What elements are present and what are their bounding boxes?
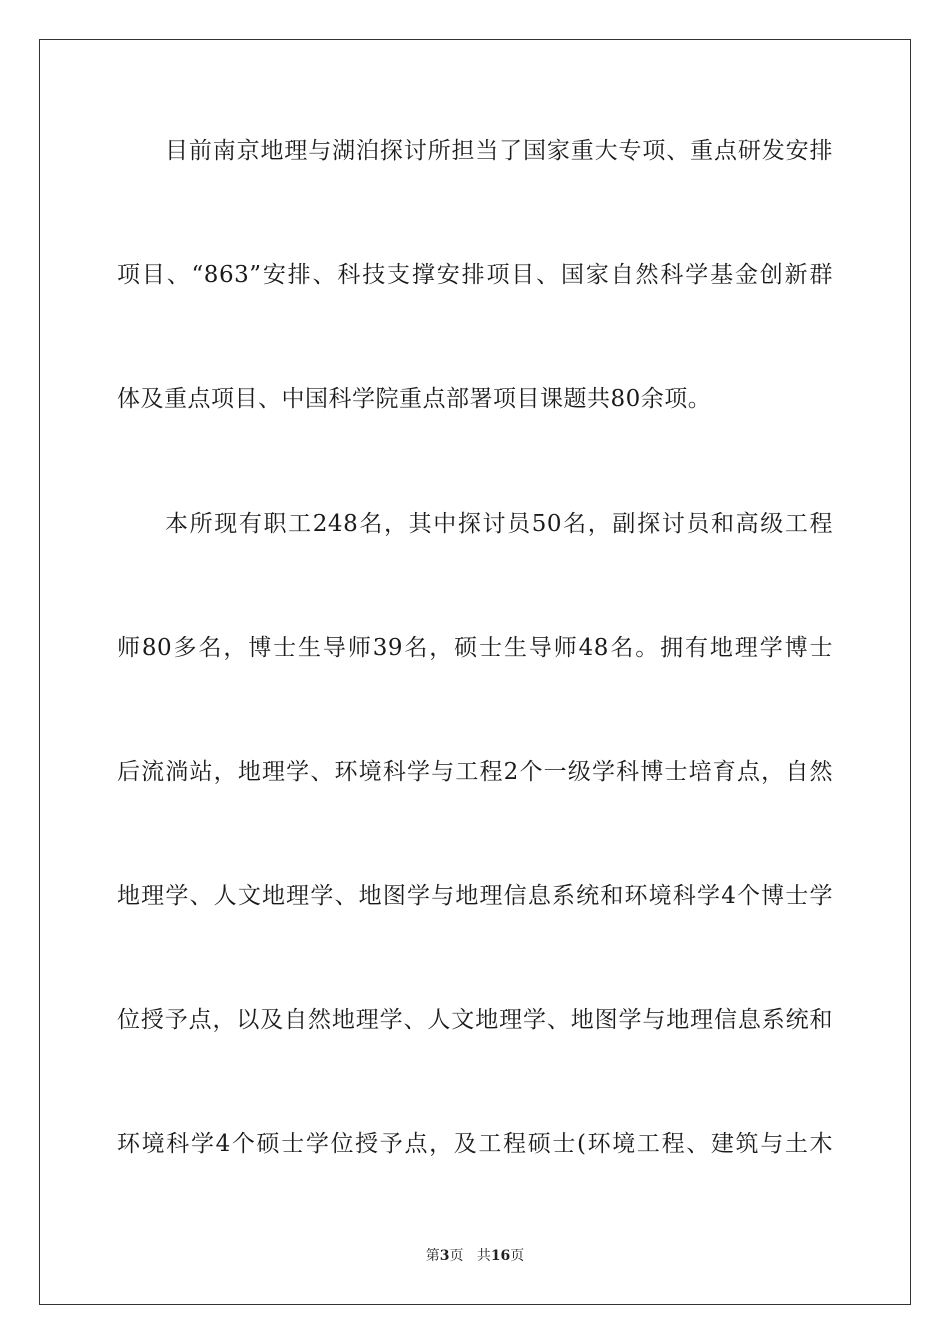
paragraph-1-line-2: 项目、“863”安排、科技支撑安排项目、国家自然科学基金创新群	[117, 262, 833, 288]
footer-page-suffix: 页	[449, 1248, 464, 1264]
paragraph-2-line-4: 地理学、人文地理学、地图学与地理信息系统和环境科学4个博士学	[117, 883, 833, 909]
page-footer	[0, 1247, 950, 1265]
paragraph-2-line-5: 位授予点，以及自然地理学、人文地理学、地图学与地理信息系统和	[117, 1007, 833, 1033]
paragraph-2-line-6: 环境科学4个硕士学位授予点，及工程硕士(环境工程、建筑与土木	[117, 1131, 833, 1157]
paragraph-1-line-1: 目前南京地理与湖泊探讨所担当了国家重大专项、重点研发安排	[165, 138, 833, 164]
paragraph-2-line-1: 本所现有职工248名，其中探讨员50名，副探讨员和高级工程	[165, 511, 833, 537]
footer-total-pages: 16	[490, 1248, 511, 1264]
footer-page-number: 3	[439, 1248, 450, 1264]
page-border	[39, 39, 911, 1305]
footer-total-suffix: 页	[510, 1248, 525, 1264]
paragraph-2-line-2: 师80多名，博士生导师39名，硕士生导师48名。拥有地理学博士	[117, 635, 833, 661]
paragraph-2-line-3: 后流淌站，地理学、环境科学与工程2个一级学科博士培育点，自然	[117, 759, 833, 785]
paragraph-1-line-3: 体及重点项目、中国科学院重点部署项目课题共80余项。	[117, 386, 712, 412]
footer-total-prefix: 共	[476, 1248, 491, 1264]
footer-page-prefix: 第	[425, 1248, 440, 1264]
